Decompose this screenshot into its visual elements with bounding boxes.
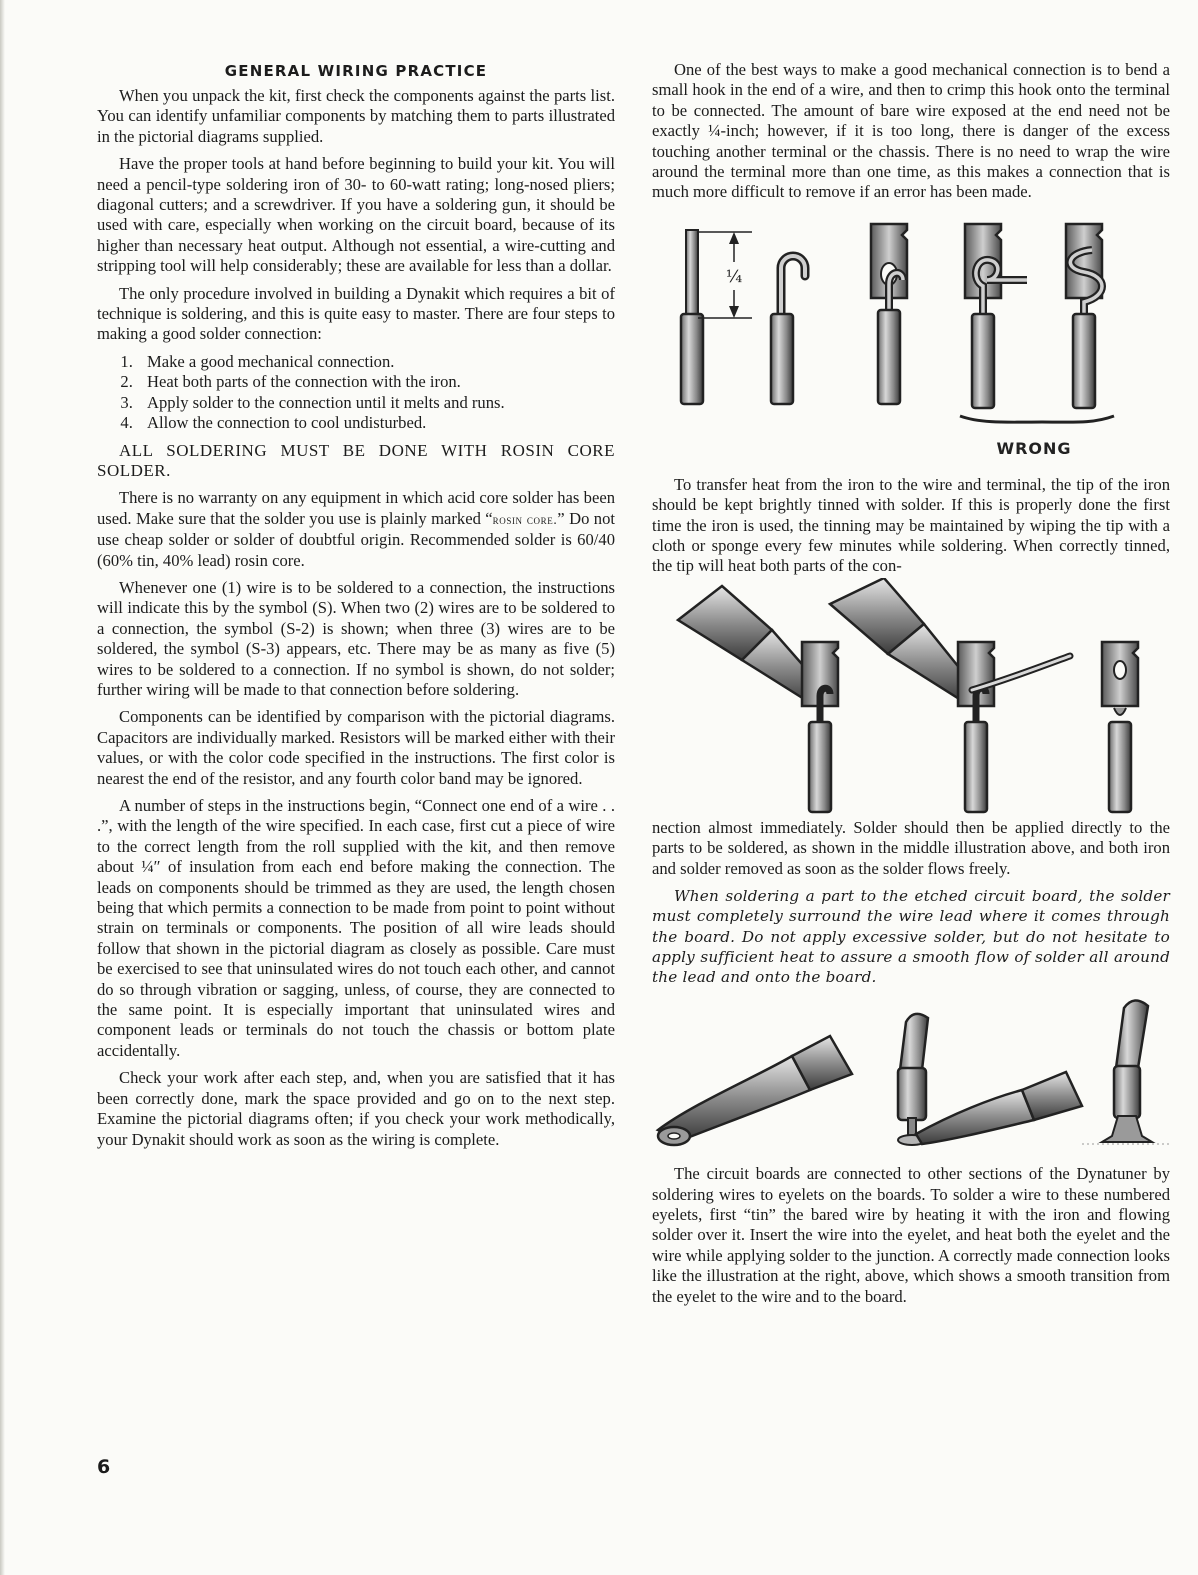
paragraph-mechanical-connection: One of the best ways to make a good mechanical connection is to bend a small hook in the end of a wire, and then to crimp this hook onto the terminal to be connected. The amount of bare wire exposed at the end need not be exactly ¼-inch; however, if it is too long, there is danger of the excess touching another terminal or the chassis. There is no need to wrap the wire around the terminal more than one time, as this makes a connection that is much more difficult to remove if an error has been made. — [652, 60, 1170, 202]
bare-wire-drawing — [681, 230, 752, 404]
hooked-wire-drawing — [771, 256, 805, 404]
paragraph-circuit-board-note: When soldering a part to the etched circuit board, the solder must completely surround the wire lead where it comes through the board. Do not apply excessive solder, but do not hesitate to apply sufficient heat to assure a smooth flow of solder all around the lead and onto the board. — [652, 887, 1170, 986]
paragraph-components: Components can be identified by comparison with the pictorial diagrams. Capacitors are individually marked. Resistors will be marked either with their values, or with the color code specified in the instructions. The first color is nearest the end of the resistor, and any fourth color band may be ignored. — [97, 707, 615, 788]
section-heading: GENERAL WIRING PRACTICE — [224, 62, 488, 80]
tinning-wire-drawing — [658, 1036, 852, 1145]
paragraph-soldering-intro: The only procedure involved in building a Dynakit which requires a bit of technique is soldering, and this is quite easy to master. There are four steps to making a good solder connection: — [97, 283, 615, 344]
soldering-steps-list — [97, 352, 615, 434]
terminal-middle — [958, 642, 1070, 812]
wrong-wire-drawing-a — [965, 224, 1027, 408]
page-edge-shadow — [0, 0, 5, 1575]
crimped-wire-drawing — [871, 224, 907, 404]
wrong-brace — [960, 416, 1114, 422]
paragraph-unpack: When you unpack the kit, first check the components against the parts list. You can identify unfamiliar components by matching them to parts illustrated in the pictorial diagrams supplied. — [97, 86, 615, 146]
warranty-text-a: There is no warranty on any equipment in which acid core solder has been used. Make sure that the solder you use is plainly marked “ — [97, 488, 615, 528]
terminal-left — [802, 642, 838, 812]
circuit-board-eyelet-figure — [652, 994, 1170, 1164]
soldering-step: 2. Heat both parts of the connection with the iron. — [137, 372, 615, 392]
left-column — [97, 60, 615, 1157]
paragraph-check-work: Check your work after each step, and, when you are satisfied that it has been correctly done, mark the space provided and go on to the next step. Examine the pictorial diagrams often; if you check your work methodically, your Dynakit should work as soon as the wiring is complete. — [97, 1068, 615, 1149]
warranty-text-b: ” Do not use cheap solder or solder of doubtful origin. Recommended solder is 60/40 (60% tin, 40% lead) rosin core. — [97, 508, 615, 570]
soldering-step: 1. Make a good mechanical connection. — [137, 352, 615, 372]
soldering-step: 3. Apply solder to the connection until it melts and runs. — [137, 393, 615, 413]
wrong-label: WRONG — [996, 438, 1072, 458]
soldering-step: 4. Allow the connection to cool undisturbed. — [137, 413, 615, 433]
wrong-wire-drawing-b — [1066, 224, 1102, 408]
eyelet-wire-drawing — [898, 1014, 1082, 1145]
paragraph-apply-solder: nection almost immediately. Solder should then be applied directly to the parts to be soldered, as shown in the middle illustration above, and both iron and solder removed as soon as the solder flows freely. — [652, 817, 1170, 878]
rosin-core-notice: ALL SOLDERING MUST BE DONE WITH ROSIN CORE SOLDER. — [97, 440, 615, 480]
soldering-iron-figure — [652, 578, 1170, 818]
terminal-finished — [1102, 642, 1138, 812]
paragraph-tools: Have the proper tools at hand before beginning to build your kit. You will need a pencil-type soldering iron of 30- to 60-watt rating; long-nosed pliers; diagonal cutters; and a screwdriver. If you have a soldering gun, it should be used with care, especially when working on the circuit board, because of its higher than necessary heat output. Although not essential, a wire-cutting and stripping tool will help considerably; these are available for less than a dollar. — [97, 154, 615, 276]
paragraph-eyelets: The circuit boards are connected to other sections of the Dynatuner by soldering wires to eyelets on the boards. To solder a wire to these numbered eyelets, first “tin” the bared wire by heating it with the iron and flowing solder over it. Insert the wire into the eyelet, and heat both the eyelet and the wire while applying solder to the junction. A correctly made connection looks like the illustration at the right, above, which shows a smooth transition from the eyelet to the wire and to the board. — [652, 1164, 1170, 1306]
right-column — [652, 60, 1170, 1314]
quarter-inch-label: ¼ — [725, 266, 743, 287]
paragraph-symbols: Whenever one (1) wire is to be soldered to a connection, the instructions will indicate this by the symbol (S). When two (2) wires are to be soldered to a connection, the symbol (S-2) is shown; when three (3) wires are to be soldered, the symbol (S-3) appears, etc. There may be as many as five (5) wires to be soldered to a connection. If no symbol is shown, do not solder; further wiring will be made to that connection before soldering. — [97, 577, 615, 699]
paragraph-warranty — [97, 488, 615, 571]
page-number: 6 — [97, 1456, 111, 1478]
paragraph-wire-steps: A number of steps in the instructions begin, “Connect one end of a wire . . .”, with the length of the wire specified. In each case, first cut a piece of wire to the correct length from the roll supplied with the kit, and then remove about ¼″ of insulation from each end before making the connection. The leads on components should be trimmed as they are used, the length chosen being that which permits a connection to be made from point to point without strain on terminals or components. The position of all wire leads should follow that shown in the pictorial diagram as closely as possible. Care must be exercised to see that uninsulated wires do not touch each other, and cannot do so through vibration or sagging, unless, of course, they are connected to the same point. It is especially important that uninsulated wires and component leads or terminals do not touch the chassis or bottom plate accidentally. — [97, 796, 615, 1060]
rosin-core-mark: rosin core. — [492, 511, 558, 527]
paragraph-tinning: To transfer heat from the iron to the wire and terminal, the tip of the iron should be kept brightly tinned with solder. If this is properly done the first time the iron is used, the tinning may be maintained by wiping the tip with a cloth or sponge every few minutes while soldering. When correctly tinned, the tip will heat both parts of the con- — [652, 474, 1170, 576]
hook-connection-figure — [652, 210, 1170, 475]
finished-eyelet-drawing — [1082, 1001, 1170, 1145]
